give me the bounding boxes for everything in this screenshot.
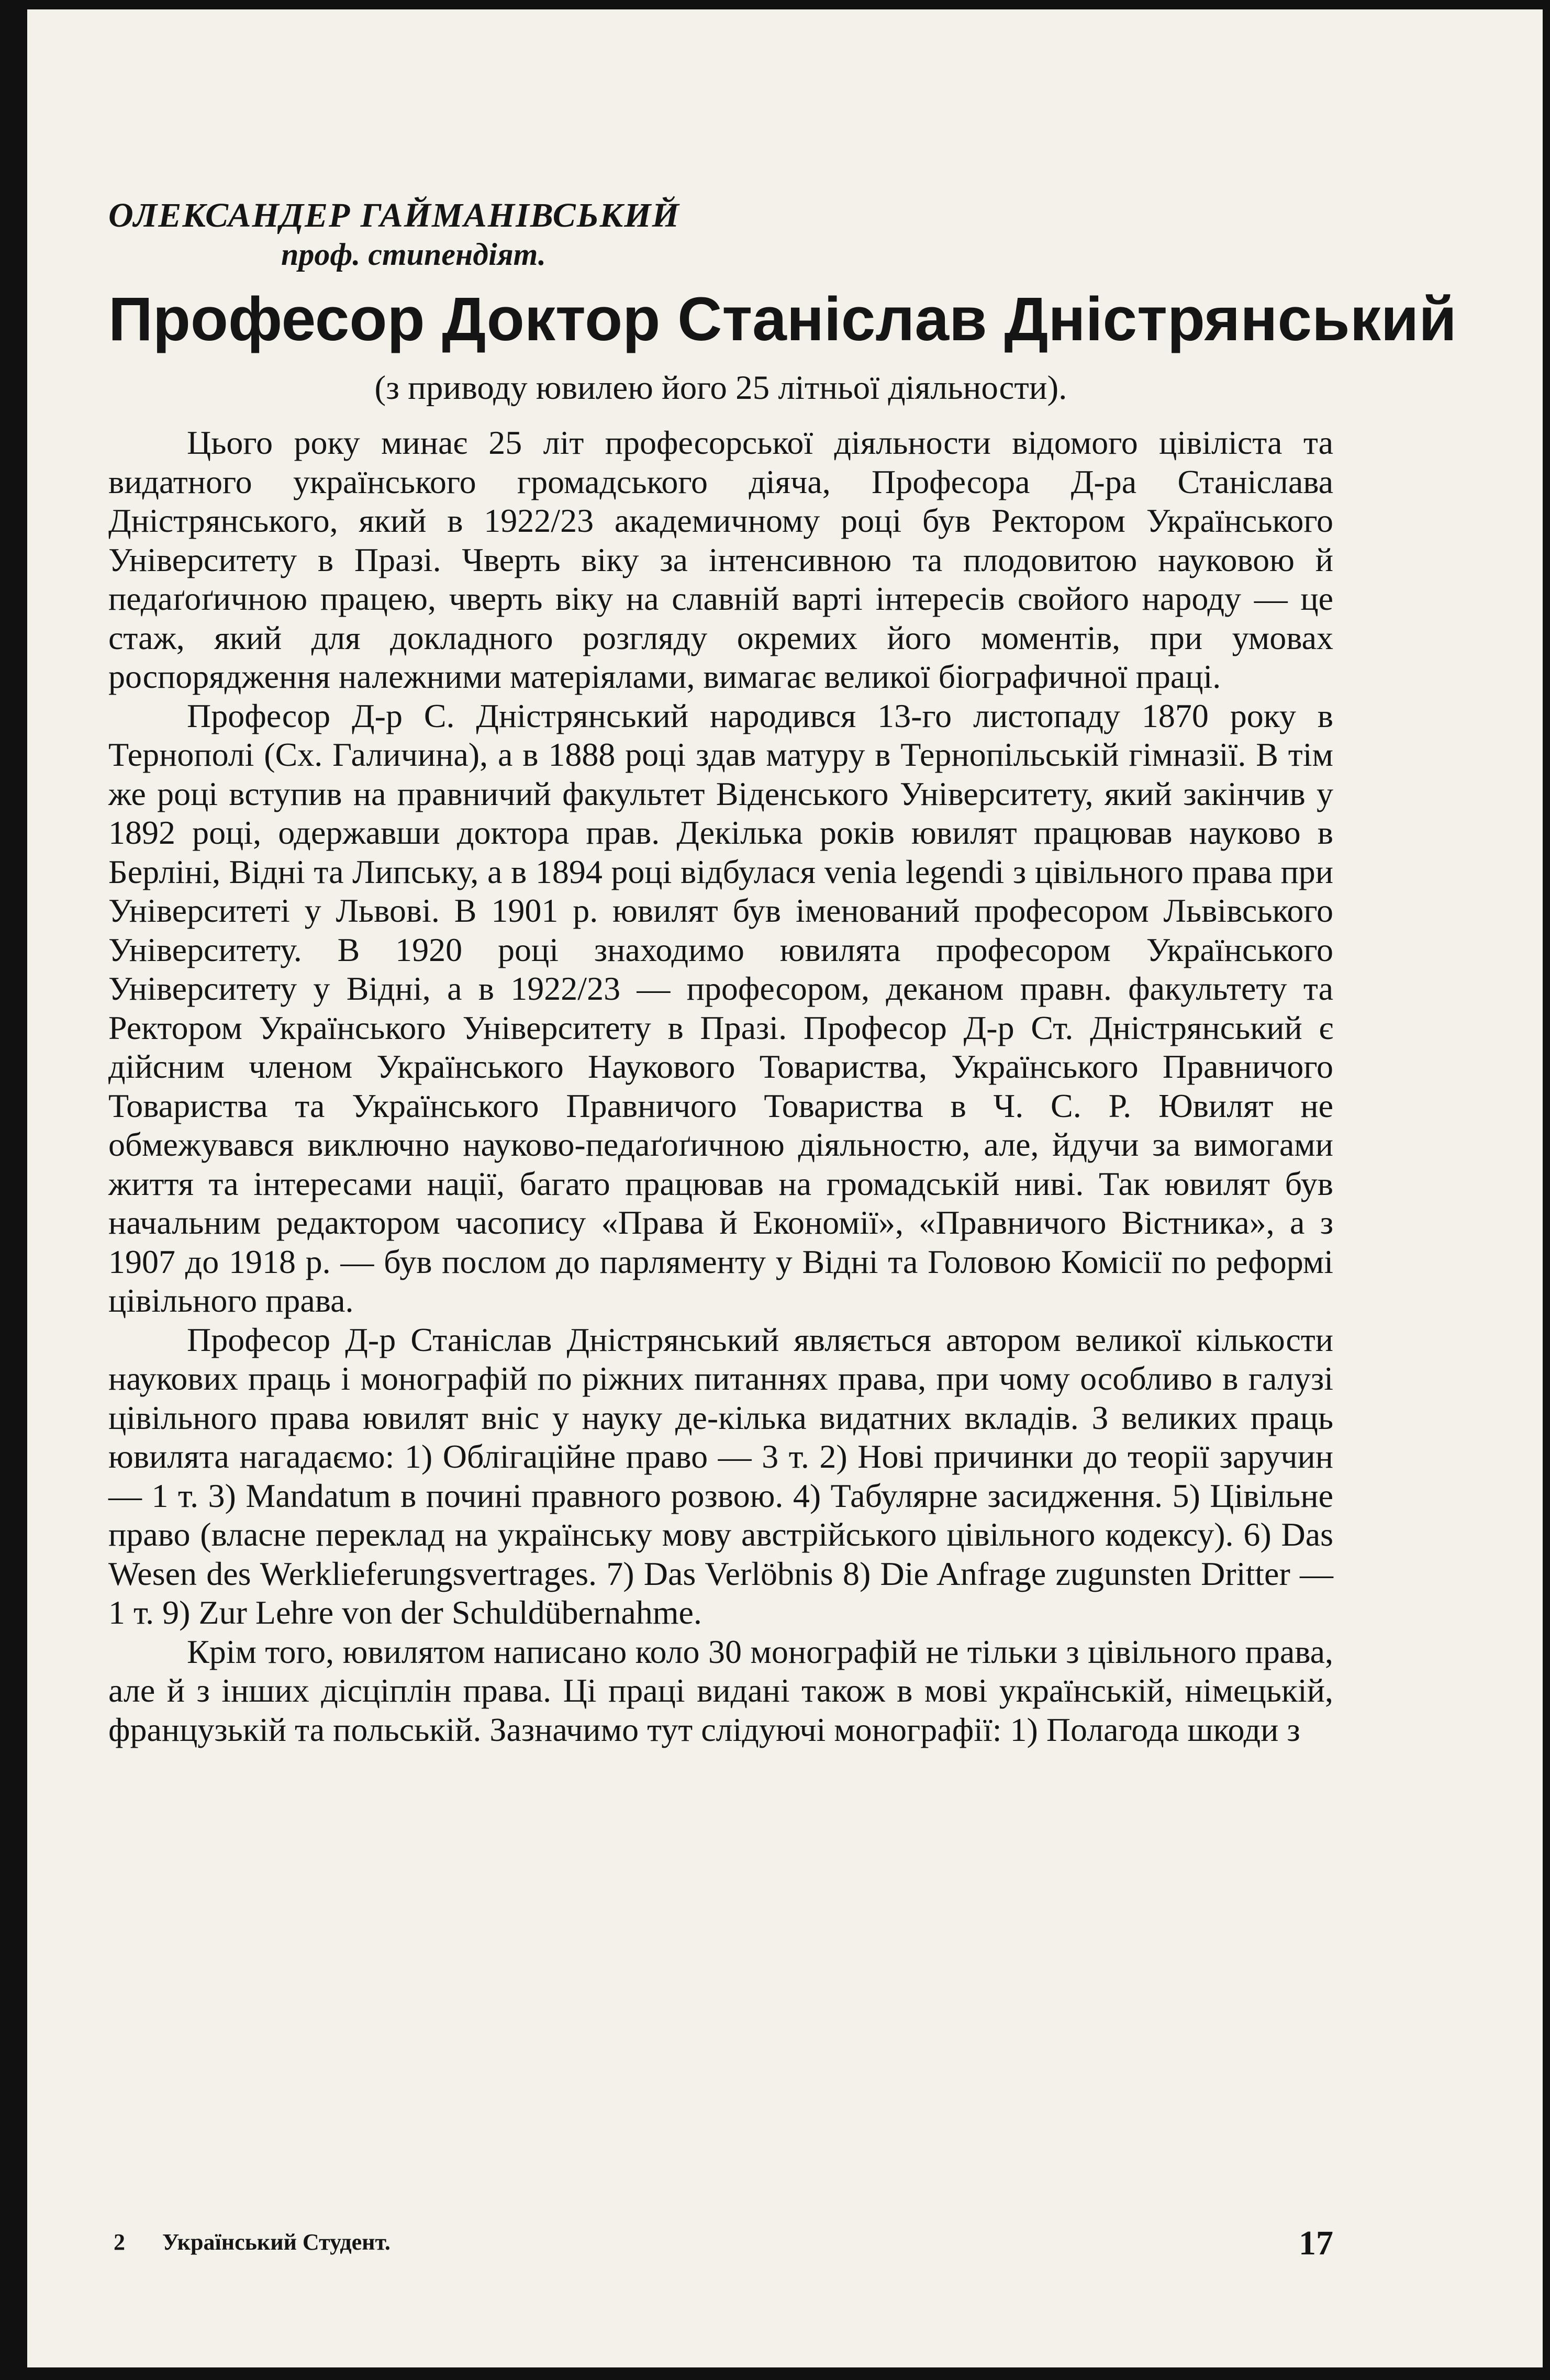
author-role: проф. стипендіят. xyxy=(281,237,547,272)
page-footer xyxy=(114,2223,1333,2265)
journal-name: Український Студент. xyxy=(162,2229,391,2255)
document-page xyxy=(27,9,1543,2367)
article xyxy=(108,195,1457,1749)
signature-number: 2 xyxy=(114,2229,125,2255)
paragraph-2: Професор Д-р С. Дністрянський народився 13-го листопаду 1870 року в Тернополі (Сх. Галичина), а в 1888 році здав матуру в Тернопільській гімназії. В тім же році вступив на правничий факультет Віденського Університету, який закінчив у 1892 році, одержавши доктора прав. Декілька років ювилят працював науково в Берліні, Відні та Липську, а в 1894 році відбулася venia legendi з цівільного права при Університеті у Львові. В 1901 р. ювилят був іменований професором Львівського Університету. В 1920 році знаходимо ювилята професором Українського Університету у Відні, а в 1922/23 — професором, деканом правн. факультету та Ректором Українського Університету в Празі. Професор Д-р Ст. Дністрянський є дійсним членом Українського Наукового Товариства, Українського Правничого Товариства та Українського Правничого Товариства в Ч. С. Р. Ювилят не обмежувався виключно науково-педаґоґичною діяльностю, але, йдучи за вимогами життя та інтересами нації, багато працював на громадській ниві. Так ювилят був начальним редактором часопису «Права й Економії», «Правничого Вістника», а з 1907 до 1918 р. — був послом до парляменту у Відні та Головою Комісії по реформі цівільного права. xyxy=(108,697,1333,1319)
article-subtitle: (з приводу ювилею його 25 літньої діяльности). xyxy=(374,369,1067,407)
article-title: Професор Доктор Станіслав Дністрянський xyxy=(108,285,1457,354)
paragraph-1: Цього року минає 25 літ професорської діяльности відомого цівіліста та видатного українського громадського діяча, Професора Д-ра Станіслава Дністрянського, який в 1922/23 академичному році був Ректором Українського Університету в Празі. Чверть віку за інтенсивною та плодовитою науковою й педаґоґичною працею, чверть віку на славній варті інтересів свойого народу — це стаж, який для докладного розгляду окремих його моментів, при умовах роспорядження належними матеріялами, вимагає великої біографичної праці. xyxy=(108,424,1333,695)
paragraph-3: Професор Д-р Станіслав Дністрянський являється автором великої кількости наукових праць і монографій по ріжних питаннях права, при чому особливо в галузі цівільного права ювилят вніс у науку де-кілька видатних вкладів. З великих праць ювилята нагадаємо: 1) Облігаційне право — 3 т. 2) Нові причинки до теорії заручин — 1 т. 3) Mandatum в почині правного розвою. 4) Табулярне засидження. 5) Цівільне право (власне переклад на українську мову австрійського цівільного кодексу). 6) Das Wesen des Werklieferungsvertrages. 7) Das Verlöbnis 8) Die Anfrage zugunsten Dritter — 1 т. 9) Zur Lehre von der Schuldübernahme. xyxy=(108,1321,1333,1631)
paragraph-4: Крім того, ювилятом написано коло 30 монографій не тільки з цівільного права, але й з інших дісціплін права. Ці праці видані також в мові українській, німецькій, французькій та польській. Зазначимо тут слідуючі монографії: 1) Полагода шкоди з xyxy=(108,1633,1333,1748)
author-name: ОЛЕКСАНДЕР ГАЙМАНІВСЬКИЙ xyxy=(108,196,680,234)
page-number: 17 xyxy=(1299,2224,1333,2262)
footer-signature xyxy=(114,2229,391,2255)
